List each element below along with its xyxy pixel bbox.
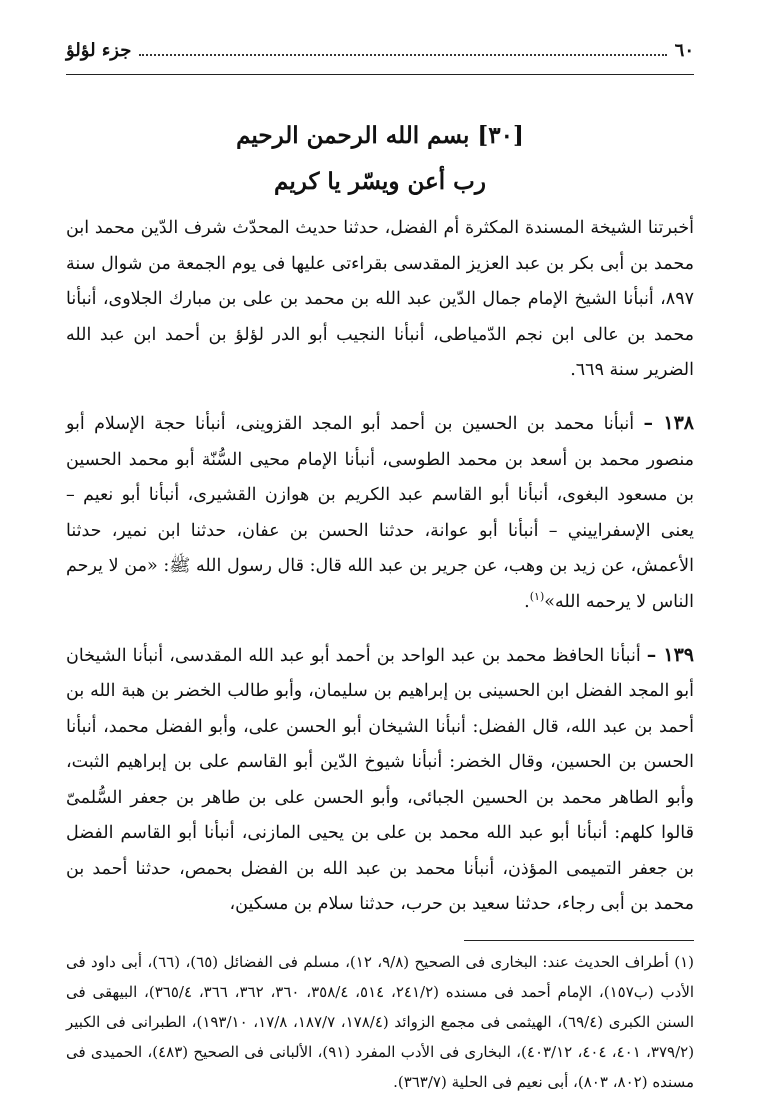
hadith-138 [66, 406, 694, 620]
footnote [66, 947, 694, 1097]
dotted-leader [139, 40, 666, 56]
footnote-divider [464, 940, 694, 941]
section-title: [٣٠] بسم الله الرحمن الرحيم [236, 122, 524, 149]
hadith-text-end: . [524, 591, 530, 612]
hadith-number: ١٣٩ – [646, 643, 694, 666]
hadith-text: أنبأنا الحافظ محمد بن عبد الواحد بن أحمد أبو عبد الله المقدسى، أنبأنا الشيخان أبو المجد الفضل ابن الحسينى بن إبراهيم بن سليمان، وأبو طالب الخضر بن هبة الله بن أحمد بن عبد الله، قال الفضل: أنبأنا الشيخان أبو الحسن على، وأبو الفضل محمد، أنبأنا الحسن بن الحسين، وقال الخضر: أنبأنا شيوخ الدّين أبو القاسم على بن إبراهيم الثبت، وأبو الطاهر محمد بن الحسين الجبائى، وأبو الحسن على بن طاهر بن جعفر السُّلمىّ قالوا كلهم: أنبأنا أبو عبد الله محمد بن على بن يحيى المازنى، أنبأنا أبو القاسم الفضل بن جعفر التميمى المؤذن، أنبأنا محمد بن عبد الله بن الفضل بحمص، حدثنا أحمد بن محمد بن أبى رجاء، حدثنا سعيد بن حرب، حدثنا سلام بن مسكين، [66, 645, 694, 914]
book-title: جزء لؤلؤ [66, 40, 132, 61]
footnote-reference: (١) [529, 589, 545, 603]
hadith-number: ١٣٨ – [643, 412, 694, 434]
intro-paragraph [66, 211, 694, 389]
page-number: ٦٠ [674, 40, 694, 61]
hadith-text: أنبأنا محمد بن الحسين بن أحمد أبو المجد القزوينى، أنبأنا حجة الإسلام أبو منصور محمد بن أسعد بن محمد الطوسى، أنبأنا الإمام محيى السُّنّة أبو محمد الحسين بن مسعود البغوى، أنبأنا أبو القاسم عبد الكريم بن هوازن القشيرى، أنبأنا أبو نعيم – يعنى الإسفراييني – أنبأنا أبو عوانة، حدثنا الحسن بن عفان، حدثنا ابن نمير، حدثنا الأعمش، عن زيد بن وهب، عن جرير بن عبد الله قال: قال رسول الله ﷺ: «من لا يرحم الناس لا يرحمه الله» [66, 414, 694, 612]
section-subtitle: رب أعن ويسّر يا كريم [274, 168, 486, 195]
intro-text: أخبرتنا الشيخة المسندة المكثرة أم الفضل، حدثنا حديث المحدّث شرف الدّين محمد ابن محمد بن أبى بكر بن عبد العزيز المقدسى بقراءتى عليها فى يوم الجمعة من شوال سنة ٨٩٧، أنبأنا الشيخ الإمام جمال الدّين عبد الله بن محمد بن على بن مبارك الجلاوى، أنبأنا محمد بن عالى ابن نجم الدّمياطى، أنبأنا النجيب أبو الدر لؤلؤ بن أحمد ابن عبد الله الضرير سنة ٦٦٩. [66, 218, 694, 380]
footnote-text: (١) أطراف الحديث عند: البخارى فى الصحيح (٩/٨، ١٢)، مسلم فى الفضائل (٦٥)، (٦٦)، أبى داود فى الأدب (ب١٥٧)، الإمام أحمد فى مسنده (٢٤١/٢، ٥١٤، ٣٥٨/٤، ٣٦٠، ٣٦٢، ٣٦٦، ٣٦٥/٤)، البيهقى فى السنن الكبرى (٦٩/٤)، الهيثمى فى مجمع الزوائد (١٧٨/٤، ١٨٧/٧، ١٧/٨، ١٩٣/١٠)، الطبرانى فى الكبير (٣٧٩/٢، ٤٠١، ٤٠٤، ٤٠٣/١٢)، البخارى فى الأدب المفرد (٩١)، الألبانى فى الصحيح (٤٨٣)، الحميدى فى مسنده (٨٠٢، ٨٠٣)، أبى نعيم فى الحلية (٣٦٣/٧). [66, 953, 695, 1091]
hadith-139 [66, 638, 694, 923]
running-header [66, 40, 694, 75]
